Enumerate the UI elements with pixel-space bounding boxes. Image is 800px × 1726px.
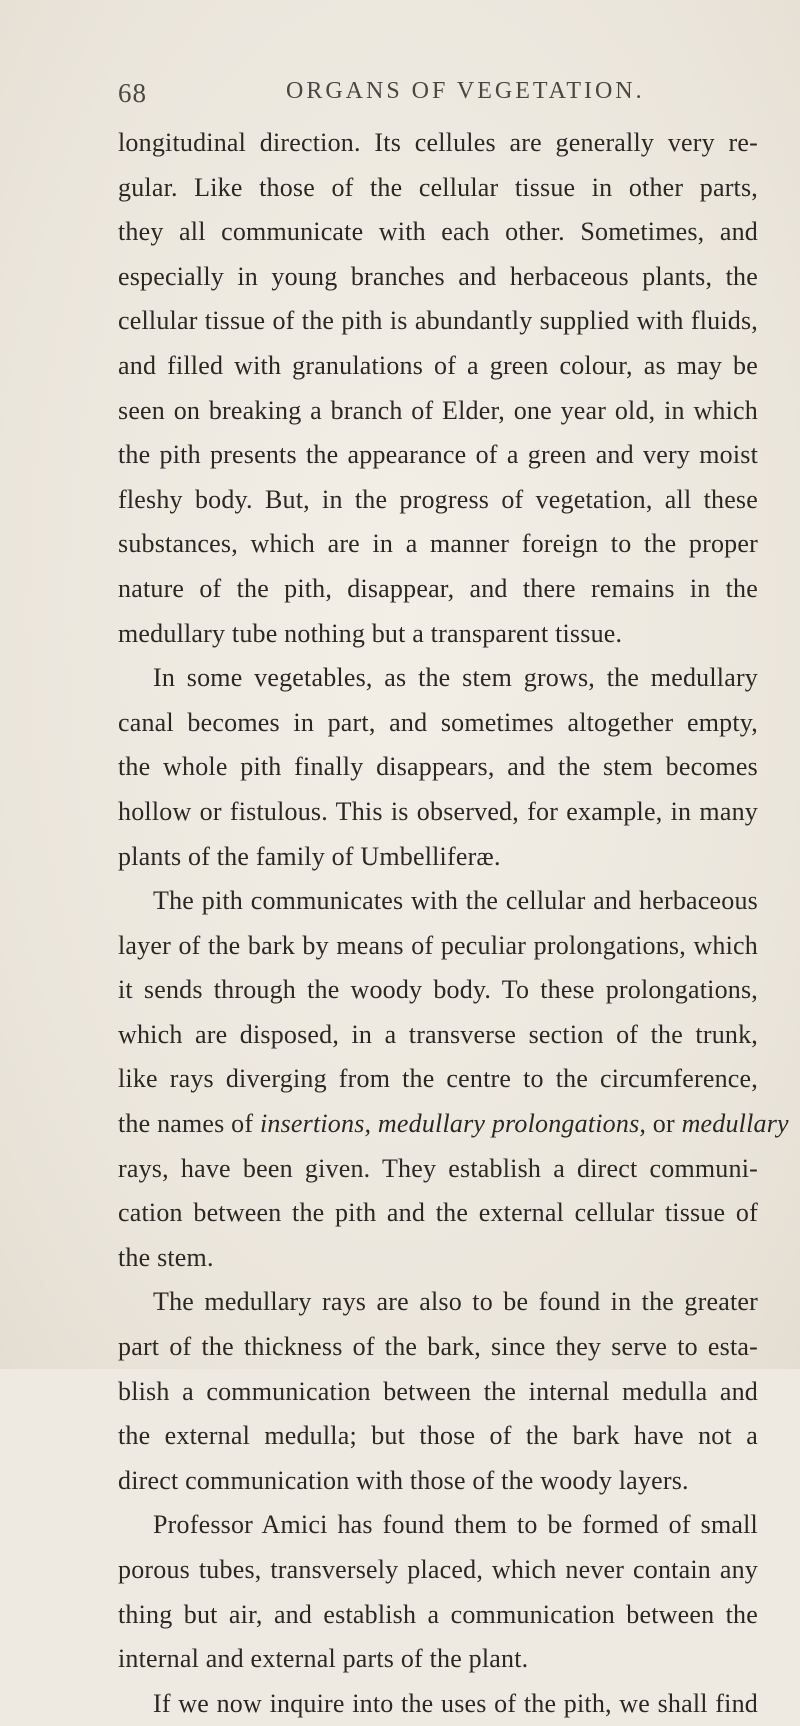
text-line: seen on breaking a branch of Elder, one year old, in which <box>118 395 758 425</box>
text-line: the pith presents the appearance of a green and very moist <box>118 440 758 470</box>
text-line: canal becomes in part, and sometimes altogether empty, <box>118 707 758 737</box>
text-line: blish a communication between the internal medulla and <box>118 1376 758 1406</box>
body-text <box>118 121 789 1726</box>
text-line: gular. Like those of the cellular tissue in other parts, <box>118 172 758 202</box>
text-line: the external medulla; but those of the bark have not a <box>118 1421 758 1451</box>
text-line: it sends through the woody body. To these prolongations, <box>118 975 758 1005</box>
text-line: longitudinal direction. Its cellules are generally very re- <box>118 128 758 157</box>
text-line: rays, have been given. They establish a direct communi- <box>118 1153 758 1183</box>
text-line: Professor Amici has found them to be formed of small <box>153 1510 758 1540</box>
text-line: layer of the bark by means of peculiar prolongations, which <box>118 930 758 960</box>
text-line: substances, which are in a manner foreign to the proper <box>118 529 758 559</box>
text-line: part of the thickness of the bark, since they serve to esta- <box>118 1332 758 1362</box>
text-line: direct communication with those of the woody layers. <box>118 1465 689 1495</box>
page-number: 68 <box>118 78 147 108</box>
text-line: the stem. <box>118 1242 214 1272</box>
text-line: they all communicate with each other. Sometimes, and <box>118 217 758 247</box>
italic-word: medullary <box>681 1109 789 1139</box>
text-line: internal and external parts of the plant. <box>118 1644 529 1674</box>
text-line: cation between the pith and the external cellular tissue of <box>118 1198 758 1228</box>
text-line: fleshy body. But, in the progress of vegetation, all these <box>118 484 758 514</box>
page-header <box>118 78 758 118</box>
text-line: especially in young branches and herbaceous plants, the <box>118 261 758 291</box>
text-line: hollow or fistulous. This is observed, for example, in many <box>118 796 758 826</box>
text-line: The pith communicates with the cellular and herbaceous <box>153 886 758 916</box>
text-line: and filled with granulations of a green colour, as may be <box>118 350 758 380</box>
text-line: nature of the pith, disappear, and there remains in the <box>118 573 758 603</box>
text-line: medullary tube nothing but a transparent tissue. <box>118 618 623 648</box>
text-line: porous tubes, transversely placed, which never contain any <box>118 1555 758 1584</box>
text-line: The medullary rays are also to be found in the greater <box>153 1287 758 1317</box>
text-line: If we now inquire into the uses of the pith, we shall find <box>153 1688 758 1718</box>
running-head: ORGANS OF VEGETATION. <box>286 78 645 104</box>
text-line: cellular tissue of the pith is abundantly supplied with fluids, <box>118 306 758 336</box>
text-segment: or <box>646 1109 682 1139</box>
text-line: In some vegetables, as the stem grows, the medullary <box>153 663 758 693</box>
text-line: thing but air, and establish a communication between the <box>118 1599 758 1629</box>
italic-phrase: insertions, medullary prolongations, <box>259 1109 647 1139</box>
text-line: plants of the family of Umbelliferæ. <box>118 841 501 871</box>
text-segment: the names of <box>118 1109 260 1139</box>
text-line: the whole pith finally disappears, and the stem becomes <box>118 752 758 782</box>
text-line: which are disposed, in a transverse section of the trunk, <box>118 1019 758 1049</box>
text-line: like rays diverging from the centre to the circumference, <box>118 1064 758 1094</box>
text-line-mixed <box>118 1102 789 1147</box>
